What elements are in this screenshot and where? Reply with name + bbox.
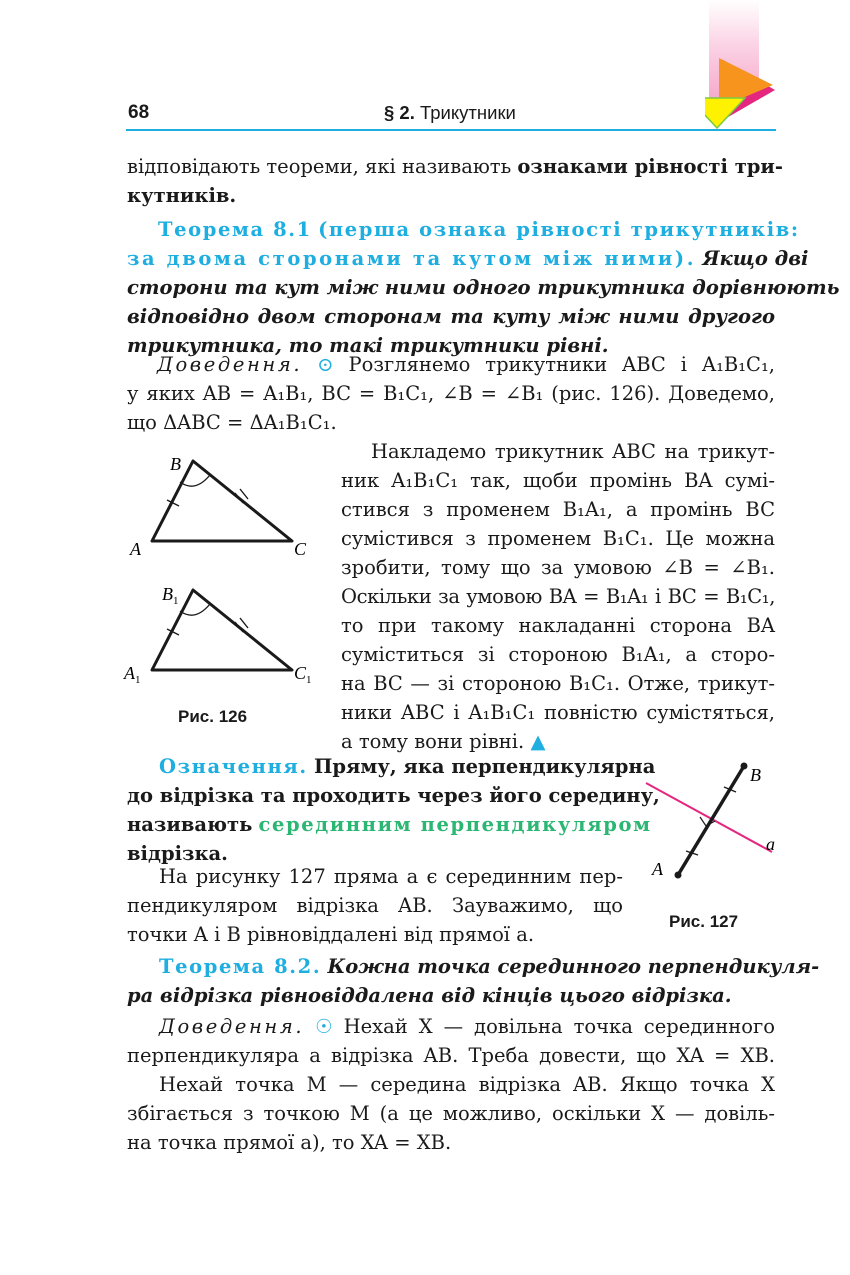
header-rule: [126, 129, 776, 131]
section-header: [384, 101, 516, 125]
triangle-a1b1c1: [123, 584, 312, 686]
proof-1-body-line-3: стився з променем B₁A₁, а промінь BC: [341, 498, 775, 521]
proof-1-body-line-7: то при такому накладанні сторона BA: [341, 614, 775, 637]
definition-term: серединним перпендикуляром: [258, 813, 652, 836]
proof-1-body-line-2: ник A₁B₁C₁ так, щоби промінь BA сумі-: [341, 469, 775, 492]
proof-1-line-2: у яких AB = A₁B₁, BC = B₁C₁, ∠B = ∠B₁ (рис. 126). Доведемо,: [127, 382, 775, 405]
proof-1-body-line-4: сумістився з променем B₁C₁. Це можна: [341, 527, 775, 550]
proof-2-label: Доведення.: [159, 1015, 305, 1038]
example-line-1: На рисунку 127 пряма a є серединним пер-: [159, 865, 623, 888]
proof-2-line-4: збігається з точкою M (а це можливо, оскільки X — довіль-: [127, 1102, 775, 1125]
label-b1: $B_1$: [162, 584, 179, 607]
triangle-abc: [129, 454, 307, 559]
proof-1-line-3: що ΔABC = ΔA₁B₁C₁.: [127, 411, 337, 434]
example-line-3: точки A і B рівновіддалені від прямої a.: [127, 923, 535, 946]
theorem-8-2-line-2: ра відрізка рівновіддалена від кінців цього відрізка.: [127, 984, 732, 1007]
label-line-a: a: [766, 834, 775, 854]
proof-2-line-2: перпендикуляра a відрізка AB. Треба довести, що XA = XB.: [127, 1044, 775, 1067]
segment-ab: [678, 766, 744, 875]
proof-1-body-line-6: Оскільки за умовою BA = B₁A₁ і BC = B₁C₁,: [341, 585, 775, 608]
label-a1: $A_1$: [124, 663, 141, 686]
label-c: C: [294, 539, 307, 559]
theorem-8-2-line-1: Теорема 8.2. Кожна точка серединного перпендикуля-: [159, 955, 820, 978]
figure-126-caption: Рис. 126: [178, 707, 248, 726]
intro-paragraph: [127, 152, 783, 210]
theorem-8-2-label: Теорема 8.2.: [159, 955, 322, 978]
section-title: Трикутники: [420, 102, 516, 123]
proof-1-body: [341, 437, 775, 756]
intro-line-1: відповідають теореми, які називають ознаками рівності три-: [127, 155, 783, 178]
definition-line-2: до відрізка та проходить через його середину,: [127, 784, 660, 807]
figure-127-caption: Рис. 127: [669, 912, 739, 931]
proof-1-body-line-9: на BC — зі стороною B₁C₁. Отже, трикут-: [341, 672, 775, 695]
theorem-8-1-line-2: за двома сторонами та кутом між ними). Якщо дві: [127, 247, 809, 270]
proof-1-body-line-8: суміститься зі стороною B₁A₁, а сторо-: [341, 643, 775, 666]
label-a: A: [130, 539, 141, 559]
proof-2-line-1: Доведення. ☉ Нехай X — довільна точка серединного: [159, 1015, 775, 1038]
theorem-8-1-label: Теорема 8.1: [158, 218, 312, 241]
proof-1-body-line-1: Накладемо трикутник ABC на трикут-: [371, 440, 775, 463]
circle-dot-icon: ⊙: [317, 353, 334, 376]
definition-line-4: відрізка.: [127, 842, 228, 865]
proof-1-intro: [127, 350, 775, 437]
proof-1-body-line-10: ники ABC і A₁B₁C₁ повністю сумістяться,: [341, 701, 775, 724]
circle-dots-icon: ☉: [315, 1015, 333, 1038]
theorem-8-1-line-5: трикутника, то такі трикутники рівні.: [127, 334, 609, 357]
theorem-8-1-line-3: сторони та кут між ними одного трикутника дорівнюють: [127, 276, 840, 299]
proof-2: [127, 1012, 775, 1157]
figure-127: [640, 755, 785, 890]
proof-2-line-3: Нехай точка M — середина відрізка AB. Якщо точка X: [159, 1073, 775, 1096]
theorem-8-1-subtitle-1: (перша ознака рівності трикутників:: [318, 218, 800, 241]
perpendicular-line: [646, 783, 772, 852]
triangle-qed-icon: ▲: [530, 730, 546, 753]
definition-label: Означення.: [159, 755, 308, 778]
theorem-8-1-line-4: відповідно двом сторонам та куту між ними другого: [127, 305, 775, 328]
proof-1-label: Доведення.: [157, 353, 303, 376]
proof-1-body-line-11: а тому вони рівні. ▲: [341, 730, 546, 753]
definition: [127, 752, 660, 868]
example-paragraph: [127, 862, 623, 949]
section-mark: § 2.: [384, 102, 415, 123]
proof-1-line-1: Доведення. ⊙ Розглянемо трикутники ABC і A₁B₁C₁,: [157, 353, 775, 376]
proof-2-line-5: на точка прямої a), то XA = XB.: [127, 1131, 452, 1154]
proof-1-body-line-5: зробити, тому що за умовою ∠B = ∠B₁.: [341, 556, 775, 579]
definition-line-1: Означення. Пряму, яка перпендикулярна: [159, 755, 656, 778]
figure-126: [120, 445, 330, 735]
theorem-8-1-body: [127, 244, 840, 360]
theorem-8-1-line-1: [158, 215, 800, 244]
corner-tab-decoration: [705, 0, 777, 135]
theorem-8-1-subtitle-2: за двома сторонами та кутом між ними).: [127, 247, 697, 270]
example-line-2: пендикуляром відрізка AB. Зауважимо, що: [127, 894, 623, 917]
label-point-a: A: [652, 859, 663, 879]
label-point-b: B: [750, 765, 761, 785]
label-c1: $C_1$: [294, 663, 312, 686]
label-b: B: [170, 454, 181, 474]
theorem-8-1: [158, 215, 800, 244]
theorem-8-2: [127, 952, 820, 1010]
intro-line-2: кутників.: [127, 184, 237, 207]
page-number: 68: [128, 102, 150, 123]
definition-line-3: називають серединним перпендикуляром: [127, 813, 652, 836]
